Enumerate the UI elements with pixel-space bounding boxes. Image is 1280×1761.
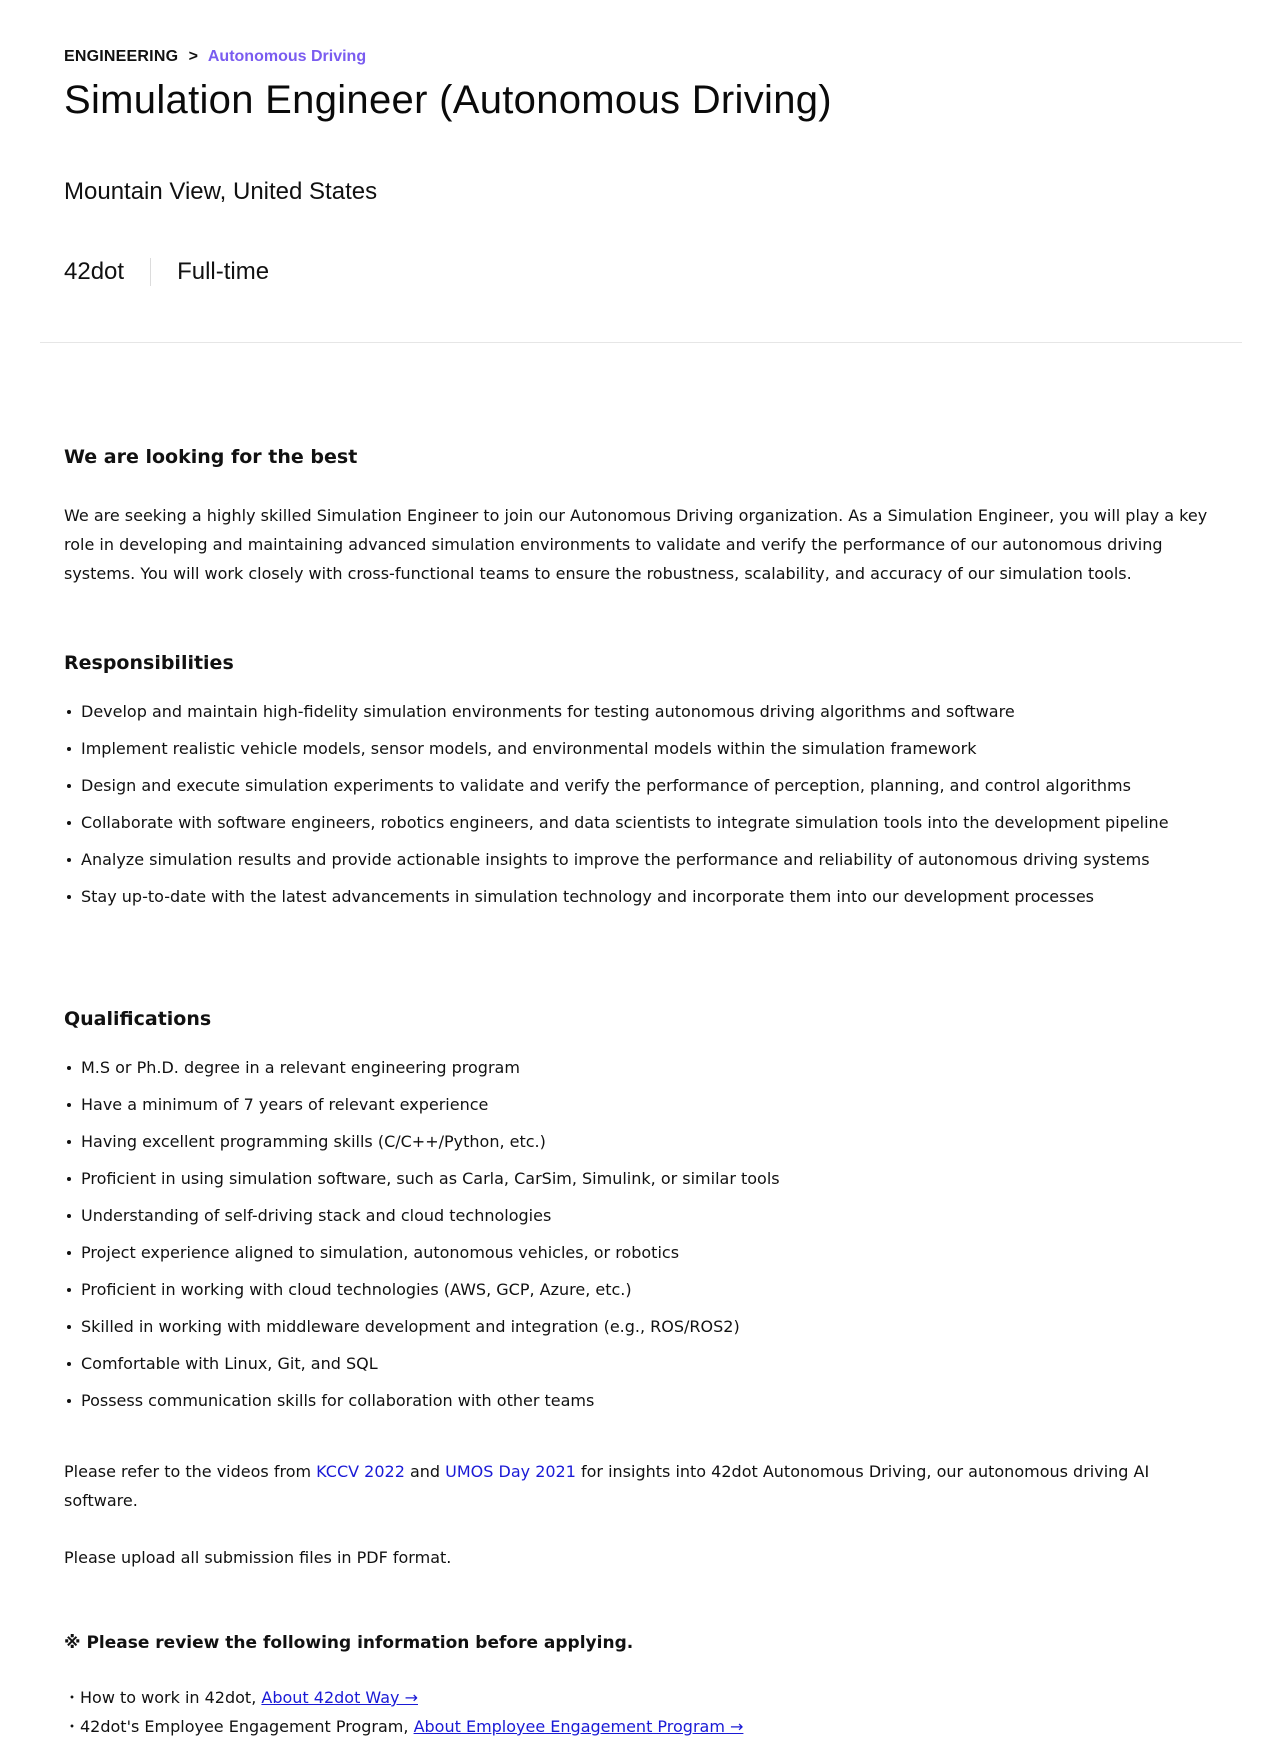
- list-item: Develop and maintain high-fidelity simulation environments for testing autonomous driving algorithms and software: [64, 693, 1224, 730]
- kccv-2022-link[interactable]: KCCV 2022: [316, 1462, 405, 1481]
- company-name: 42dot: [64, 258, 125, 285]
- videos-prefix: Please refer to the videos from: [64, 1462, 317, 1481]
- list-item: Design and execute simulation experiments to validate and verify the performance of perception, planning, and control algorithms: [64, 767, 1224, 804]
- list-item: Skilled in working with middleware development and integration (e.g., ROS/ROS2): [64, 1308, 1224, 1345]
- info-links: [64, 1683, 1224, 1741]
- videos-middle: and: [404, 1462, 446, 1481]
- list-item: Implement realistic vehicle models, sensor models, and environmental models within the simulation framework: [64, 730, 1224, 767]
- list-item: Collaborate with software engineers, robotics engineers, and data scientists to integrate simulation tools into the development pipeline: [64, 804, 1224, 841]
- list-item: Having excellent programming skills (C/C++/Python, etc.): [64, 1123, 1224, 1160]
- intro-heading: We are looking for the best: [64, 446, 358, 468]
- qualifications-heading: Qualifications: [64, 1008, 212, 1030]
- info-prefix: ・How to work in 42dot,: [64, 1688, 262, 1707]
- about-42dot-way-link[interactable]: About 42dot Way →: [261, 1688, 418, 1707]
- list-item: Have a minimum of 7 years of relevant experience: [64, 1086, 1224, 1123]
- responsibilities-heading: Responsibilities: [64, 652, 234, 674]
- job-description: [64, 446, 1224, 1741]
- list-item: Proficient in working with cloud technologies (AWS, GCP, Azure, etc.): [64, 1271, 1224, 1308]
- info-prefix: ・42dot's Employee Engagement Program,: [64, 1717, 414, 1736]
- list-item: Analyze simulation results and provide actionable insights to improve the performance and reliability of autonomous driving systems: [64, 841, 1224, 878]
- qualifications-list: [64, 1049, 1224, 1419]
- about-employee-engagement-link[interactable]: About Employee Engagement Program →: [413, 1717, 744, 1736]
- header-divider: [40, 342, 1242, 343]
- breadcrumb-separator: >: [188, 48, 199, 65]
- job-location: Mountain View, United States: [64, 178, 378, 205]
- list-item: Project experience aligned to simulation, autonomous vehicles, or robotics: [64, 1234, 1224, 1271]
- responsibilities-list: [64, 693, 1224, 915]
- job-meta: [64, 258, 269, 286]
- list-item: Comfortable with Linux, Git, and SQL: [64, 1345, 1224, 1382]
- list-item: Possess communication skills for collaboration with other teams: [64, 1382, 1224, 1419]
- breadcrumb-engineering[interactable]: ENGINEERING: [64, 48, 179, 65]
- list-item: Proficient in using simulation software, such as Carla, CarSim, Simulink, or similar tools: [64, 1160, 1224, 1197]
- meta-divider: [150, 258, 151, 286]
- info-line-42dot-way: [64, 1683, 1224, 1712]
- breadcrumb-autonomous-driving[interactable]: Autonomous Driving: [207, 48, 367, 65]
- videos-paragraph: [64, 1457, 1224, 1515]
- list-item: Stay up-to-date with the latest advancements in simulation technology and incorporate them into our development processes: [64, 878, 1224, 915]
- employment-type: Full-time: [177, 258, 270, 285]
- info-line-engagement: [64, 1712, 1224, 1741]
- umos-day-2021-link[interactable]: UMOS Day 2021: [445, 1462, 576, 1481]
- list-item: Understanding of self-driving stack and cloud technologies: [64, 1197, 1224, 1234]
- upload-note: Please upload all submission files in PDF format.: [64, 1548, 452, 1567]
- videos-suffix: for insights into 42dot Autonomous Driving, our autonomous driving AI software.: [64, 1462, 1150, 1510]
- review-notice: ※ Please review the following information before applying.: [64, 1633, 634, 1653]
- page-title: Simulation Engineer (Autonomous Driving): [64, 78, 832, 122]
- list-item: M.S or Ph.D. degree in a relevant engineering program: [64, 1049, 1224, 1086]
- breadcrumb: [64, 48, 366, 66]
- intro-paragraph: We are seeking a highly skilled Simulation Engineer to join our Autonomous Driving organization. As a Simulation Engineer, you will play a key role in developing and maintaining advanced simulation environments to validate and verify the performance of our autonomous driving systems. You will work closely with cross-functional teams to ensure the robustness, scalability, and accuracy of our simulation tools.: [64, 506, 1208, 583]
